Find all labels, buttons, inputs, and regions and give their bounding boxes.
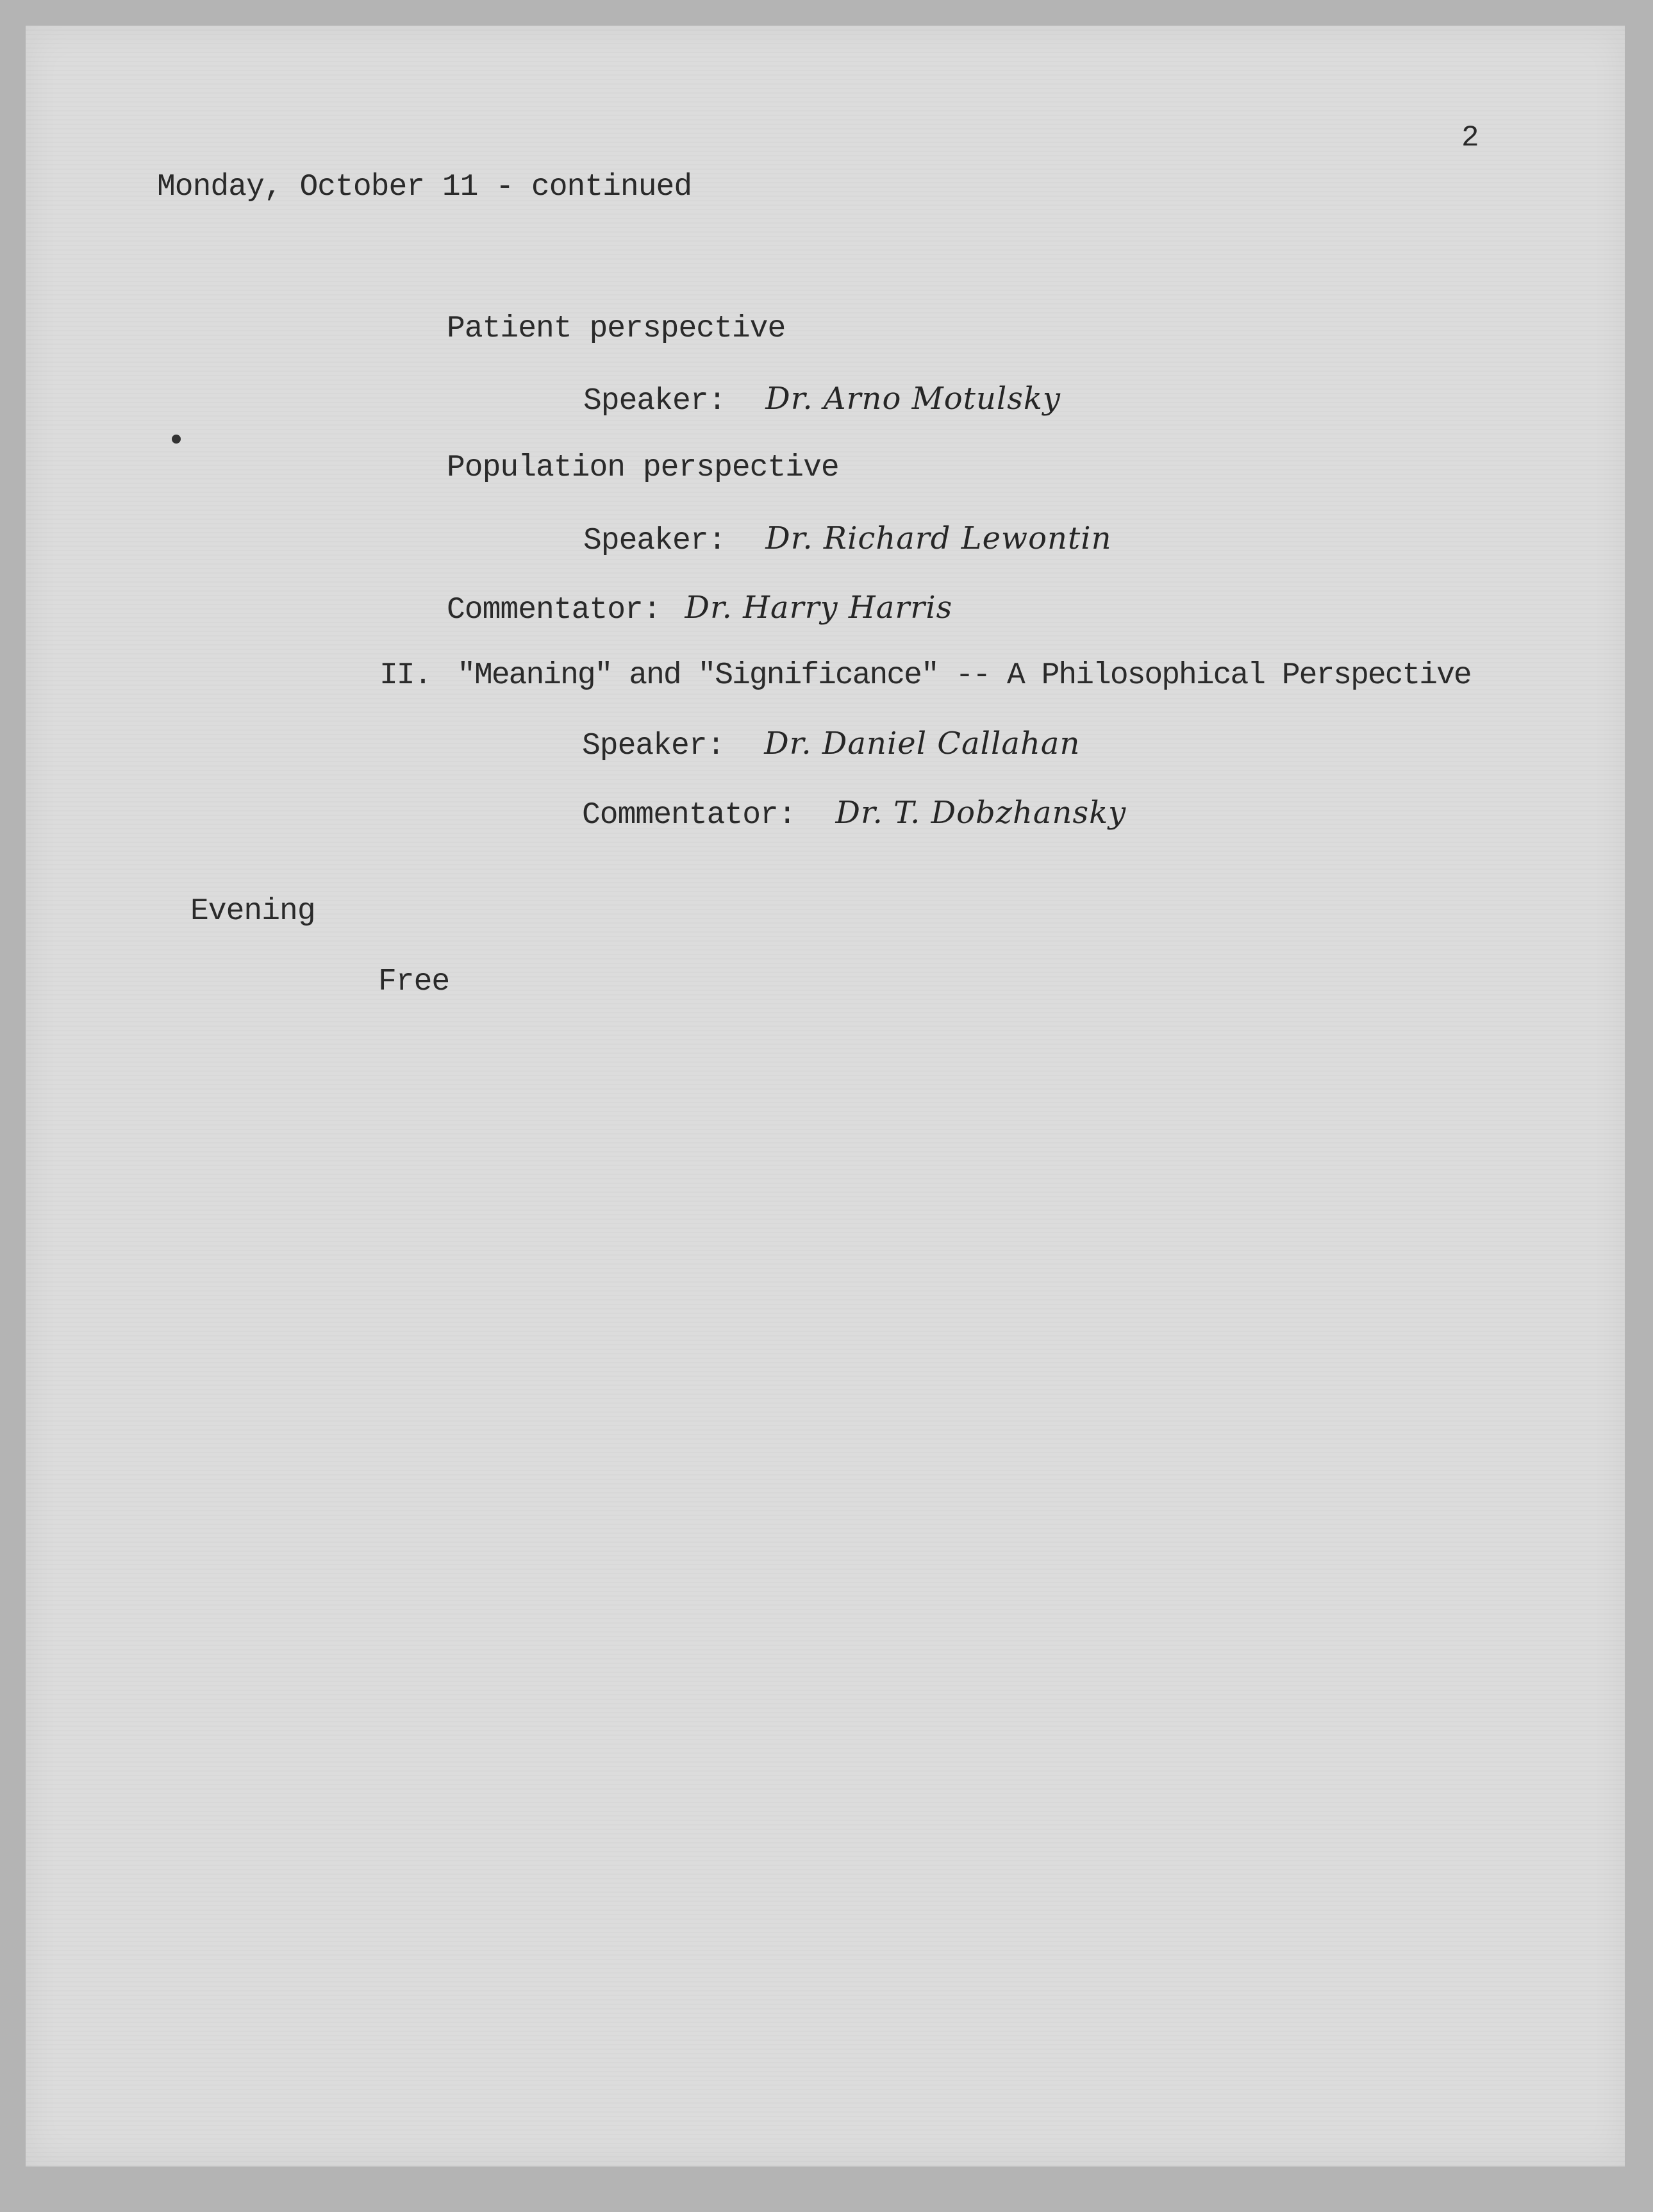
section-2-speaker-name: Dr. Daniel Callahan: [764, 726, 1081, 761]
population-speaker-label: Speaker:: [583, 524, 726, 558]
section-2-speaker-row: [582, 724, 1080, 765]
section-2-commentator-row: [582, 794, 1126, 835]
population-perspective-title: Population perspective: [447, 451, 839, 485]
population-speaker-name: Dr. Richard Lewontin: [765, 520, 1112, 556]
section-2-title: "Meaning" and "Significance" -- A Philosophical Perspective: [457, 658, 1471, 693]
commentator-label: Commentator:: [447, 593, 661, 628]
margin-dot: [172, 435, 181, 444]
evening-value: Free: [378, 965, 450, 999]
patient-perspective-title: Patient perspective: [447, 312, 786, 346]
patient-speaker-name: Dr. Arno Motulsky: [765, 381, 1061, 417]
evening-label: Evening: [190, 894, 315, 929]
page-number: 2: [1461, 121, 1479, 154]
section-2-commentator-label: Commentator:: [582, 798, 796, 833]
patient-speaker-row: [583, 379, 1061, 420]
page-header: Monday, October 11 - continued: [157, 170, 692, 204]
population-speaker-row: [583, 519, 1112, 560]
section-2-heading: [379, 656, 1471, 695]
section-2-speaker-label: Speaker:: [582, 729, 725, 763]
section-2-number: II.: [379, 658, 431, 693]
document-page: [26, 26, 1625, 2166]
section-2-commentator-name: Dr. T. Dobzhansky: [835, 795, 1127, 831]
commentator-name: Dr. Harry Harris: [685, 590, 953, 626]
patient-speaker-label: Speaker:: [583, 384, 726, 419]
commentator-row: [447, 588, 952, 629]
